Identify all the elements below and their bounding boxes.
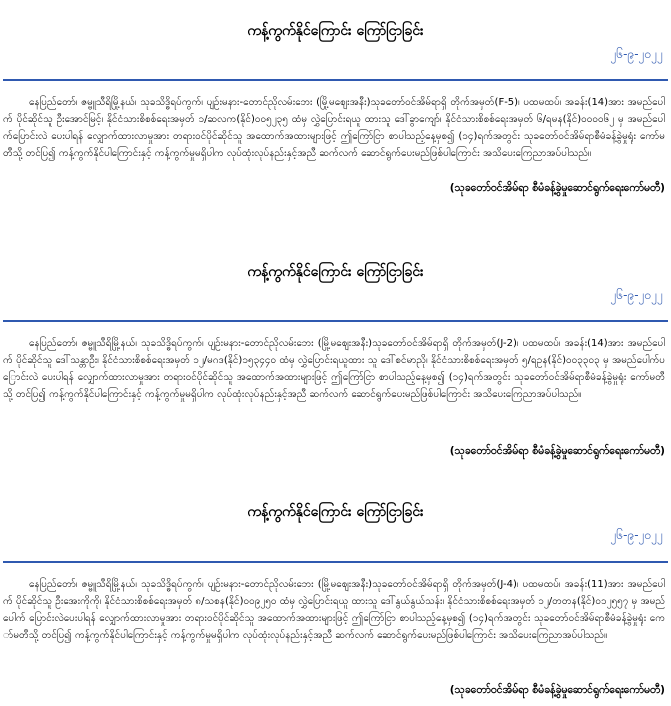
notice-signature: (သုခတော်ဝင်အိမ်ရာ စီမံခန့်ခွဲမှုဆောင်ရွက်ရေးကော်မတီ) xyxy=(449,684,665,696)
notice-body: နေပြည်တော်၊ ဇမ္ဗူသီရိမြို့နယ်၊ သုခသိဒ္ဓိရပ်ကွက်၊ ပျဉ်းမနား-တောင်ညိုလမ်းဘေး (မြို့မဈေးအနီး)သုခတော်ဝင်အိမ်ရာရှိ တိုက်အမှတ်(J-2)၊ ပထမထပ်၊ အခန်း(14)အား အမည်ပေါက် ပိုင်ဆိုင်သူ ဒေါ်သန္တာဦး၊ နိုင်ငံသားစိစစ်ရေးအမှတ် ၁၂/မဂဒ(နိုင်)၁၅၃၄၄၀ ထံမှ လွှဲပြောင်းရယူထား သူ ဒေါ်စင်မာညို၊ နိုင်ငံသားစိစစ်ရေးအမှတ် ၅/ရဥန(နိုင်)၀၀၃၃၀၃ မှ အမည်ပေါက်ပြောင်းလဲ ပေးပါရန် လျှောက်ထားလာမှုအား တရားဝင်ပိုင်ဆိုင်သူ အထောက်အထားများဖြင့် ဤကြော်ငြာ စာပါသည့်နေ့မှစ၍ (၁၄)ရက်အတွင်း သုခတော်ဝင်အိမ်ရာစီမံခန့်ခွဲမှုရုံး ကော်မတီသို့ တင်ပြ၍ ကန့်ကွက်နိုင်ပါကြောင်းနှင့် ကန့်ကွက်မှုမရှိပါက လုပ်ထုံးလုပ်နည်းနှင့်အညီ ဆက်လက် ဆောင်ရွက်ပေးမည်ဖြစ်ပါကြောင်း အသိပေးကြေညာအပ်ပါသည်။ xyxy=(3,338,665,400)
notice-signature: (သုခတော်ဝင်အိမ်ရာ စီမံခန့်ခွဲမှုဆောင်ရွက်ရေးကော်မတီ) xyxy=(449,182,665,194)
notice-body: နေပြည်တော်၊ ဇမ္ဗူသီရိမြို့နယ်၊ သုခသိဒ္ဓိရပ်ကွက်၊ ပျဉ်းမနား-တောင်ညိုလမ်းဘေး (မြို့မဈေးအနီး)သုခတော်ဝင်အိမ်ရာရှိ တိုက်အမှတ်(J-4)၊ ပထမထပ်၊ အခန်း(11)အား အမည်ပေါက် ပိုင်ဆိုင်သူ ဦးအေးကိုကို၊ နိုင်ငံသားစိစစ်ရေးအမှတ် ၈/သစန(နိုင်)၀၀၉၂၅၀ ထံမှ လွှဲပြောင်းရယူ ထားသူ ဒေါ်နွယ်နွယ်သန်း၊ နိုင်ငံသားစိစစ်ရေးအမှတ် ၁၂/တတန(နိုင်)၀၁၂၅၅၇ မှ အမည်ပေါက် ပြောင်းလဲပေးပါရန် လျှောက်ထားလာမှုအား တရားဝင်ပိုင်ဆိုင်သူ အထောက်အထားများဖြင့် ဤကြော်ငြာ စာပါသည့်နေ့မှစ၍ (၁၄)ရက်အတွင်း သုခတော်ဝင်အိမ်ရာစီမံခန့်ခွဲမှုရုံး ကော်မတီသို့ တင်ပြ၍ ကန့်ကွက်နိုင်ပါကြောင်းနှင့် ကန့်ကွက်မှုမရှိပါက လုပ်ထုံးလုပ်နည်းနှင့်အညီ ဆက်လက် ဆောင်ရွက်ပေးမည်ဖြစ်ပါကြောင်း အသိပေးကြေညာအပ်ပါသည်။ xyxy=(3,579,665,641)
notice-divider xyxy=(3,79,668,81)
notice-title: ကန့်ကွက်နိုင်ကြောင်း ကြော်ငြာခြင်း xyxy=(247,264,424,280)
notice-signature: (သုခတော်ဝင်အိမ်ရာ စီမံခန့်ခွဲမှုဆောင်ရွက်ရေးကော်မတီ) xyxy=(449,445,665,457)
notice-body: နေပြည်တော်၊ ဇမ္ဗူသီရိမြို့နယ်၊ သုခသိဒ္ဓိရပ်ကွက်၊ ပျဉ်းမနား-တောင်ညိုလမ်းဘေး (မြို့မဈေးအနီး)သုခတော်ဝင်အိမ်ရာရှိ တိုက်အမှတ်(F-5)၊ ပထမထပ်၊ အခန်း(14)အား အမည်ပေါက် ပိုင်ဆိုင်သူ ဦးအောင်မြင့်၊ နိုင်ငံသားစိစစ်ရေးအမှတ် ၁/ဆလက(နိုင်)၀၀၅၂၃၅ ထံမှ လွှဲပြောင်းရယူ ထားသူ ဒေါ်ခွာကျော်၊ နိုင်ငံသားစိစစ်ရေးအမှတ် ၆/ရမန(နိုင်)၀၀၀၀၆၂ မှ အမည်ပေါက်ပြောင်းလဲ ပေးပါရန် လျှောက်ထားလာမှုအား တရားဝင်ပိုင်ဆိုင်သူ အထောက်အထားများဖြင့် ဤကြော်ငြာ စာပါသည့်နေ့မှစ၍ (၁၄)ရက်အတွင်း သုခတော်ဝင်အိမ်ရာစီမံခန့်ခွဲမှုရုံး ကော်မတီသို့ တင်ပြ၍ ကန့်ကွက်နိုင်ပါကြောင်းနှင့် ကန့်ကွက်မှုမရှိပါက လုပ်ထုံးလုပ်နည်းနှင့်အညီ ဆက်လက် ဆောင်ရွက်ပေးမည်ဖြစ်ပါကြောင်း အသိပေးကြေညာအပ်ပါသည်။ xyxy=(3,97,665,159)
notice-title: ကန့်ကွက်နိုင်ကြောင်း ကြော်ငြာခြင်း xyxy=(247,23,424,39)
notice-date: ၂၆-၉-၂၀၂၂ xyxy=(610,47,663,61)
notice-divider xyxy=(3,320,668,322)
notice-date: ၂၆-၉-၂၀၂၂ xyxy=(610,528,663,542)
notice-divider xyxy=(3,561,668,563)
notice-date: ၂၆-၉-၂၀၂၂ xyxy=(610,288,663,302)
notice-title: ကန့်ကွက်နိုင်ကြောင်း ကြော်ငြာခြင်း xyxy=(247,504,424,520)
